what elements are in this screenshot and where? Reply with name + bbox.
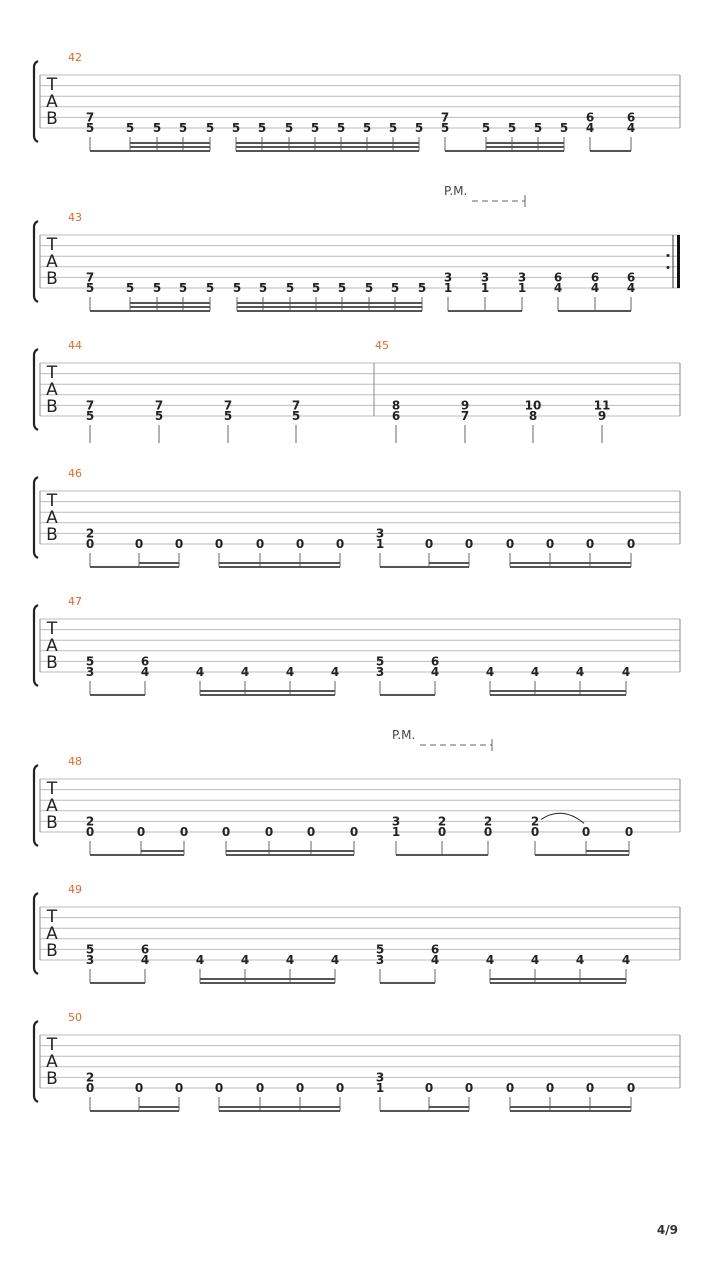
fret-number: 5 [375,654,385,669]
tab-clef-letter: A [46,924,58,944]
fret-number: 7 [85,398,95,413]
fret-number: 0 [624,825,634,839]
tab-clef-letter: A [46,380,58,400]
palm-mute-label: P.M. [444,184,468,198]
fret-number: 5 [414,121,424,135]
measure-number: 47 [68,595,82,608]
fret-number: 0 [255,537,265,551]
fret-number: 6 [391,409,401,423]
note-beam [219,562,340,564]
fret-number: 7 [223,398,233,413]
note-beam [90,694,145,696]
fret-number: 0 [214,1081,224,1095]
tab-clef-letter: A [46,508,58,528]
fret-number: 0 [221,825,231,839]
tab-clef-letter: A [46,252,58,272]
fret-number: 5 [390,281,400,295]
fret-number: 5 [417,281,427,295]
system-bracket [34,349,38,430]
fret-number: 5 [205,121,215,135]
system-bracket [34,221,38,302]
note-beam [200,694,335,696]
fret-number: 1 [375,537,385,551]
fret-number: 5 [152,121,162,135]
note-beam [130,150,210,152]
note-beam [139,566,179,568]
system-bracket [34,61,38,142]
note-beam [510,566,631,568]
fret-number: 2 [483,814,493,829]
fret-number: 0 [483,825,493,839]
fret-number: 5 [257,121,267,135]
fret-number: 4 [195,665,205,679]
note-beam [445,150,486,152]
fret-number: 4 [430,665,440,679]
note-beam [90,1110,139,1112]
note-beam [90,310,130,312]
fret-number: 3 [480,270,490,285]
fret-number: 0 [505,537,515,551]
tab-clef-letter: B [46,1069,58,1089]
note-beam [236,150,419,152]
fret-number: 5 [440,121,450,135]
note-beam [429,1106,469,1108]
note-beam [200,690,335,692]
note-beam [490,982,626,984]
note-beam [130,146,210,148]
fret-number: 5 [336,121,346,135]
fret-number: 4 [530,665,540,679]
fret-number: 0 [214,537,224,551]
fret-number: 3 [375,665,385,679]
note-beam [590,150,631,152]
note-beam [429,566,469,568]
fret-number: 5 [85,654,95,669]
fret-number: 5 [362,121,372,135]
tab-clef-letter: B [46,813,58,833]
fret-number: 5 [125,121,135,135]
fret-number: 5 [481,121,491,135]
note-beam [429,1110,469,1112]
note-beam [586,850,629,852]
palm-mute-label: P.M. [392,728,416,742]
system-bracket [34,605,38,686]
note-beam [219,1106,340,1108]
fret-number: 7 [85,110,95,125]
fret-number: 0 [545,537,555,551]
fret-number: 5 [559,121,569,135]
fret-number: 0 [85,1081,95,1095]
fret-number: 4 [430,953,440,967]
note-beam [130,310,210,312]
fret-number: 3 [391,814,401,829]
system-bracket [34,765,38,846]
fret-number: 4 [621,665,631,679]
note-beam [448,310,522,312]
tab-clef-letter: A [46,92,58,112]
fret-number: 6 [585,110,595,125]
fret-number: 0 [174,1081,184,1095]
fret-number: 4 [626,281,636,295]
fret-number: 5 [285,281,295,295]
fret-number: 4 [330,953,340,967]
fret-number: 0 [179,825,189,839]
tab-clef-letter: A [46,636,58,656]
fret-number: 0 [255,1081,265,1095]
measure-number: 46 [68,467,82,480]
fret-number: 7 [440,110,450,125]
fret-number: 2 [437,814,447,829]
fret-number: 0 [464,1081,474,1095]
fret-number: 1 [480,281,490,295]
fret-number: 1 [375,1081,385,1095]
fret-number: 5 [178,121,188,135]
fret-number: 6 [553,270,563,285]
note-beam [490,978,626,980]
fret-number: 5 [337,281,347,295]
fret-number: 0 [134,1081,144,1095]
note-beam [558,310,631,312]
fret-number: 0 [174,537,184,551]
note-beam [380,694,435,696]
note-beam [226,854,354,856]
repeat-dot [667,254,670,257]
fret-number: 0 [335,1081,345,1095]
fret-number: 0 [134,537,144,551]
tab-clef-letter: B [46,109,58,129]
note-beam [90,566,139,568]
fret-number: 0 [424,537,434,551]
fret-number: 5 [507,121,517,135]
fret-number: 1 [517,281,527,295]
fret-number: 5 [85,281,95,295]
fret-number: 0 [581,825,591,839]
fret-number: 0 [335,537,345,551]
fret-number: 0 [85,825,95,839]
fret-number: 0 [349,825,359,839]
fret-number: 1 [443,281,453,295]
page-number: 4/9 [656,1223,678,1237]
note-beam [236,146,419,148]
fret-number: 6 [590,270,600,285]
measure-number: 45 [375,339,389,352]
fret-number: 4 [330,665,340,679]
fret-number: 5 [85,409,95,423]
fret-number: 0 [545,1081,555,1095]
fret-number: 6 [626,270,636,285]
fret-number: 5 [154,409,164,423]
fret-number: 4 [485,665,495,679]
system-bracket [34,1021,38,1102]
fret-number: 4 [140,953,150,967]
system-bracket [34,477,38,558]
tab-clef-letter: T [46,907,58,927]
fret-number: 4 [285,665,295,679]
note-beam [535,854,586,856]
fret-number: 4 [626,121,636,135]
fret-number: 5 [152,281,162,295]
fret-number: 0 [85,537,95,551]
fret-number: 4 [621,953,631,967]
fret-number: 8 [528,409,538,423]
fret-number: 5 [311,281,321,295]
tab-clef-letter: T [46,1035,58,1055]
fret-number: 2 [85,526,95,541]
fret-number: 5 [388,121,398,135]
note-beam [490,690,626,692]
note-beam [486,142,564,144]
tab-clef-letter: A [46,1052,58,1072]
fret-number: 11 [593,398,611,413]
measure-number: 42 [68,51,82,64]
fret-number: 5 [258,281,268,295]
fret-number: 9 [597,409,607,423]
note-beam [200,982,335,984]
fret-number: 5 [231,121,241,135]
fret-number: 0 [424,1081,434,1095]
repeat-barline-thick [677,235,680,288]
fret-number: 0 [505,1081,515,1095]
fret-number: 7 [291,398,301,413]
note-beam [486,146,564,148]
tab-clef-letter: T [46,235,58,255]
repeat-dot [667,266,670,269]
tab-clef-letter: T [46,491,58,511]
fret-number: 5 [364,281,374,295]
note-beam [510,562,631,564]
note-beam [226,850,354,852]
fret-number: 4 [240,665,250,679]
fret-number: 0 [626,537,636,551]
fret-number: 0 [295,1081,305,1095]
fret-number: 7 [154,398,164,413]
note-beam [237,306,422,308]
fret-number: 3 [85,953,95,967]
fret-number: 6 [430,942,440,957]
fret-number: 3 [443,270,453,285]
note-beam [429,562,469,564]
note-beam [380,1110,429,1112]
fret-number: 5 [178,281,188,295]
fret-number: 7 [85,270,95,285]
fret-number: 5 [375,942,385,957]
fret-number: 8 [391,398,401,413]
fret-number: 0 [437,825,447,839]
note-beam [130,302,210,304]
fret-number: 4 [575,953,585,967]
fret-number: 0 [464,537,474,551]
tab-clef-letter: B [46,397,58,417]
note-beam [236,142,419,144]
fret-number: 6 [430,654,440,669]
note-beam [219,566,340,568]
measure-number: 43 [68,211,82,224]
note-beam [510,1106,631,1108]
note-beam [219,1110,340,1112]
fret-number: 6 [140,942,150,957]
fret-number: 5 [284,121,294,135]
fret-number: 4 [285,953,295,967]
fret-number: 5 [85,942,95,957]
fret-number: 3 [375,526,385,541]
measure-number: 50 [68,1011,82,1024]
fret-number: 5 [310,121,320,135]
fret-number: 5 [205,281,215,295]
tab-clef-letter: B [46,269,58,289]
tab-clef-letter: T [46,619,58,639]
fret-number: 3 [375,953,385,967]
fret-number: 0 [626,1081,636,1095]
note-beam [490,694,626,696]
fret-number: 4 [553,281,563,295]
fret-number: 6 [626,110,636,125]
note-beam [139,562,179,564]
fret-number: 5 [85,121,95,135]
note-beam [237,302,422,304]
fret-number: 2 [530,814,540,829]
fret-number: 0 [264,825,274,839]
tab-clef-letter: T [46,779,58,799]
fret-number: 7 [460,409,470,423]
fret-number: 0 [585,1081,595,1095]
fret-number: 6 [140,654,150,669]
fret-number: 4 [575,665,585,679]
fret-number: 3 [517,270,527,285]
fret-number: 2 [85,814,95,829]
tab-clef-letter: B [46,941,58,961]
fret-number: 4 [590,281,600,295]
fret-number: 0 [136,825,146,839]
fret-number: 5 [125,281,135,295]
note-beam [141,850,184,852]
fret-number: 0 [306,825,316,839]
note-beam [90,982,145,984]
note-beam [237,310,422,312]
note-beam [380,982,435,984]
fret-number: 0 [295,537,305,551]
fret-number: 4 [485,953,495,967]
fret-number: 3 [375,1070,385,1085]
note-beam [90,854,141,856]
note-beam [510,1110,631,1112]
fret-number: 4 [530,953,540,967]
note-beam [141,854,184,856]
note-beam [200,978,335,980]
measure-number: 49 [68,883,82,896]
fret-number: 5 [232,281,242,295]
note-beam [486,150,564,152]
note-beam [586,854,629,856]
note-beam [396,854,488,856]
note-beam [380,566,429,568]
fret-number: 4 [585,121,595,135]
fret-number: 0 [585,537,595,551]
tab-clef-letter: T [46,363,58,383]
fret-number: 10 [524,398,542,413]
tab-clef-letter: B [46,525,58,545]
fret-number: 0 [530,825,540,839]
fret-number: 5 [223,409,233,423]
system-bracket [34,893,38,974]
note-beam [139,1110,179,1112]
fret-number: 4 [195,953,205,967]
fret-number: 4 [240,953,250,967]
fret-number: 2 [85,1070,95,1085]
measure-number: 48 [68,755,82,768]
fret-number: 3 [85,665,95,679]
note-beam [139,1106,179,1108]
tab-clef-letter: A [46,796,58,816]
fret-number: 5 [291,409,301,423]
tab-clef-letter: T [46,75,58,95]
note-beam [90,150,130,152]
fret-number: 9 [460,398,470,413]
fret-number: 4 [140,665,150,679]
fret-number: 5 [533,121,543,135]
tab-clef-letter: B [46,653,58,673]
measure-number: 44 [68,339,82,352]
fret-number: 1 [391,825,401,839]
note-beam [130,142,210,144]
note-beam [130,306,210,308]
